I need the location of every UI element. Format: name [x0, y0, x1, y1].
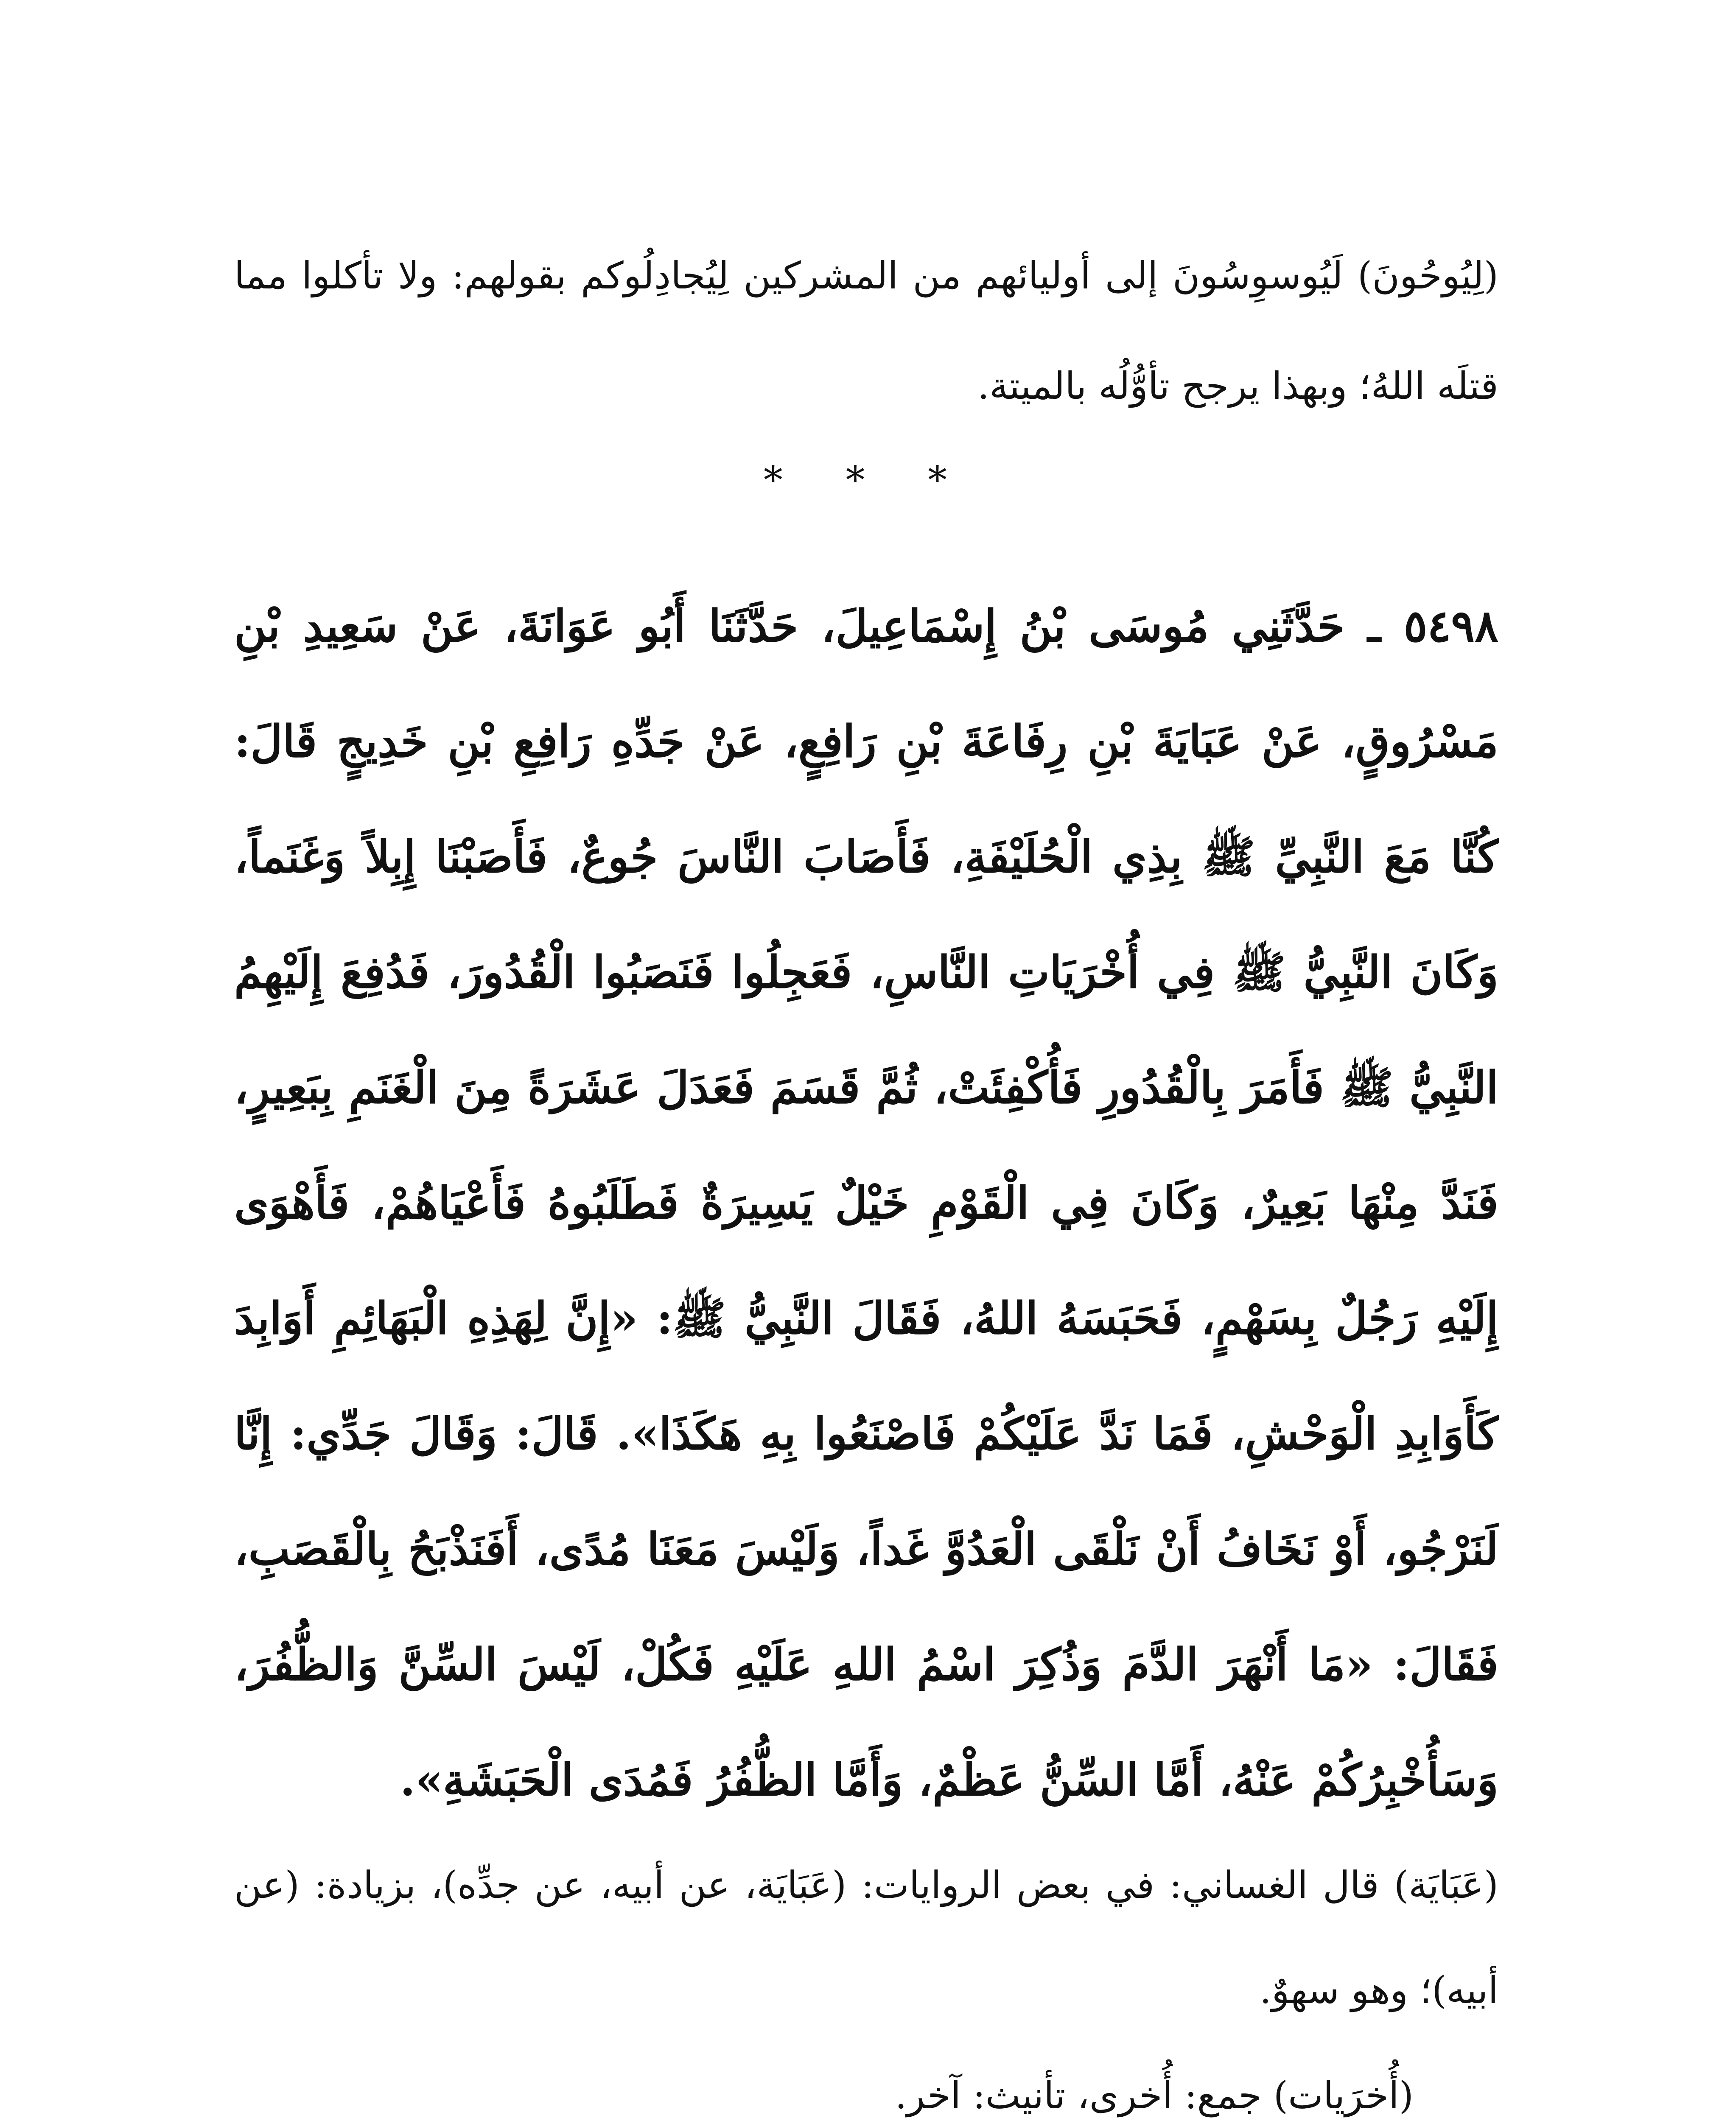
section-separator: * * * [763, 458, 973, 503]
commentary-top [234, 221, 1498, 441]
notes-block [234, 1833, 1498, 2121]
note-item: (أُخرَيات) جمع: أُخرى، تأنيث: آخر. [895, 2073, 1414, 2117]
note-item: (عَبَايَة) قال الغساني: في بعض الروايات: (عَبَايَة، عن أبيه، عن جدِّه)، بزيادة: (عن أبيه)؛ وهو سهوٌ. [234, 1863, 1498, 2012]
hadith-text-block [234, 568, 1498, 1838]
hadith-text: ٥٤٩٨ ـ حَدَّثَنِي مُوسَى بْنُ إِسْمَاعِيلَ، حَدَّثَنَا أَبُو عَوَانَةَ، عَنْ سَعِيدِ بْنِ مَسْرُوقٍ، عَنْ عَبَايَةَ بْنِ رِفَاعَةَ بْنِ رَافِعٍ، عَنْ جَدِّهِ رَافِعِ بْنِ خَدِيجٍ قَالَ: كُنَّا مَعَ النَّبِيِّ ﷺ بِذِي الْحُلَيْفَةِ، فَأَصَابَ النَّاسَ جُوعٌ، فَأَصَبْنَا إِبِلاً وَغَنَماً، وَكَانَ النَّبِيُّ ﷺ فِي أُخْرَيَاتِ النَّاسِ، فَعَجِلُوا فَنَصَبُوا الْقُدُورَ، فَدُفِعَ إِلَيْهِمُ النَّبِيُّ ﷺ فَأَمَرَ بِالْقُدُورِ فَأُكْفِئَتْ، ثُمَّ قَسَمَ فَعَدَلَ عَشَرَةً مِنَ الْغَنَمِ بِبَعِيرٍ، فَنَدَّ مِنْهَا بَعِيرٌ، وَكَانَ فِي الْقَوْمِ خَيْلٌ يَسِيرَةٌ فَطَلَبُوهُ فَأَعْيَاهُمْ، فَأَهْوَى إِلَيْهِ رَجُلٌ بِسَهْمٍ، فَحَبَسَهُ اللهُ، فَقَالَ النَّبِيُّ ﷺ: «إِنَّ لِهَذِهِ الْبَهَائِمِ أَوَابِدَ كَأَوَابِدِ الْوَحْشِ، فَمَا نَدَّ عَلَيْكُمْ فَاصْنَعُوا بِهِ هَكَذَا». قَالَ: وَقَالَ جَدِّي: إِنَّا لَنَرْجُو، أَوْ نَخَافُ أَنْ نَلْقَى الْعَدُوَّ غَداً، وَلَيْسَ مَعَنَا مُدًى، أَفَنَذْبَحُ بِالْقَصَبِ، فَقَالَ: «مَا أَنْهَرَ الدَّمَ وَذُكِرَ اسْمُ اللهِ عَلَيْهِ فَكُلْ، لَيْسَ السِّنَّ وَالظُّفُرَ، وَسَأُخْبِرُكُمْ عَنْهُ، أَمَّا السِّنُّ عَظْمٌ، وَأَمَّا الظُّفُرُ فَمُدَى الْحَبَشَةِ». [234, 600, 1498, 1806]
commentary-top-text: (لِيُوحُونَ) لَيُوسوِسُونَ إلى أوليائهم من المشركين لِيُجادِلُوكم بقولهم: ولا تأكلوا مما قتلَه اللهُ؛ وبهذا يرجح تأوُّلُه بالميتة. [234, 254, 1499, 408]
